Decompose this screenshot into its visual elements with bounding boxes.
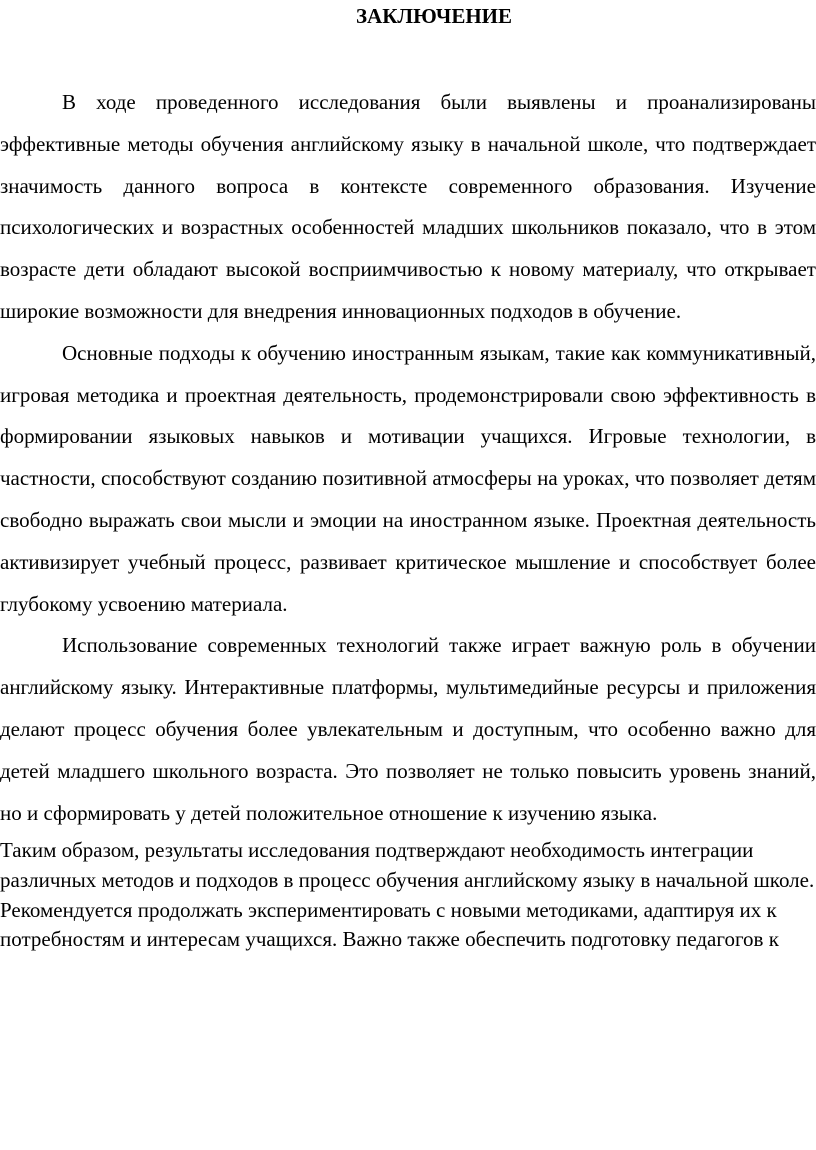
paragraph-3: Использование современных технологий также играет важную роль в обучении английскому языку. Интерактивные платформы, мультимедийные ресурсы и приложения делают процесс обучения более увлекательным и доступным, что особенно важно для детей младшего школьного возраста. Это позволяет не только повысить уровень знаний, но и сформировать у детей положительное отношение к изучению языка. <box>0 633 816 825</box>
paragraph-final: Таким образом, результаты исследования подтверждают необходимость интеграции различных методов и подходов в процесс обучения английскому языку в начальной школе. Рекомендуется продолжать экспериментировать с новыми методиками, адаптируя их к потребностям и интересам учащихся. Важно также обеспечить подготовку педагогов к <box>0 838 815 952</box>
document-title: ЗАКЛЮЧЕНИЕ <box>355 4 513 28</box>
document-body <box>0 82 816 955</box>
paragraph-1: В ходе проведенного исследования были выявлены и проанализированы эффективные методы обучения английскому языку в начальной школе, что подтверждает значимость данного вопроса в контексте современного образования. Изучение психологических и возрастных особенностей младших школьников показало, что в этом возрасте дети обладают высокой восприимчивостью к новому материалу, что открывает широкие возможности для внедрения инновационных подходов в обучение. <box>0 90 816 323</box>
paragraph-2: Основные подходы к обучению иностранным языкам, такие как коммуникативный, игровая методика и проектная деятельность, продемонстрировали свою эффективность в формировании языковых навыков и мотивации учащихся. Игровые технологии, в частности, способствуют созданию позитивной атмосферы на уроках, что позволяет детям свободно выражать свои мысли и эмоции на иностранном языке. Проектная деятельность активизирует учебный процесс, развивает критическое мышление и способствует более глубокому усвоению материала. <box>0 340 816 616</box>
